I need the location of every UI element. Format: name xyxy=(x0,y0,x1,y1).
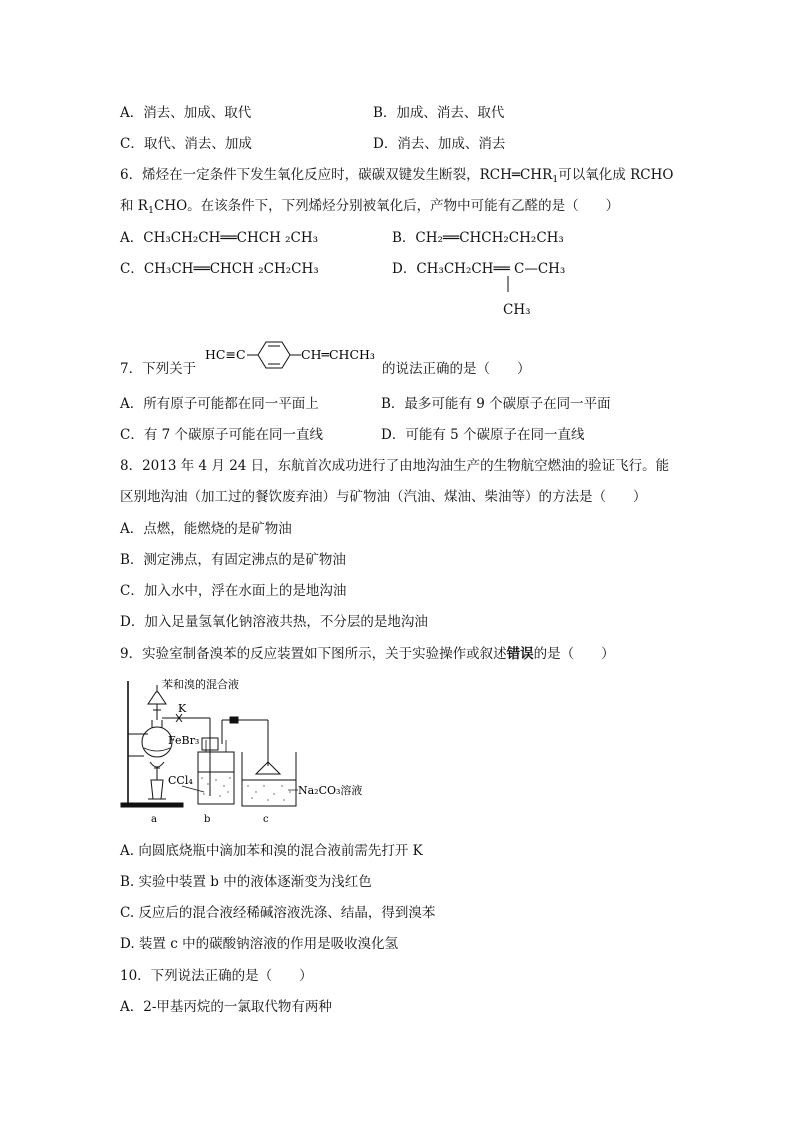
fig-label-b: b xyxy=(204,814,211,825)
q7-option-c: C．有 7 个碳原子可能在同一直线 xyxy=(120,427,324,443)
apparatus-figure xyxy=(118,676,378,826)
q8-option-a: A．点燃，能燃烧的是矿物油 xyxy=(120,521,292,537)
q8-option-d: D．加入足量氢氧化钠溶液共热，不分层的是地沟油 xyxy=(120,614,428,630)
q5-option-a: A．消去、加成、取代 xyxy=(120,105,252,121)
q5-option-c: C．取代、消去、加成 xyxy=(120,136,252,152)
q8-stem-line1: 8．2013 年 4 月 24 日，东航首次成功进行了由地沟油生产的生物航空燃油的验证飞行。能 xyxy=(120,458,670,474)
q9-option-a: A. 向圆底烧瓶中滴加苯和溴的混合液前需先打开 K xyxy=(120,843,423,859)
q5-option-b: B．加成、消去、取代 xyxy=(373,105,505,121)
q6-d-branch-bond xyxy=(500,276,520,296)
q6-stem-line1: 6．烯烃在一定条件下发生氧化反应时，碳碳双键发生断裂，$RCH═CHR_1$可以氧化成 RCHO xyxy=(120,167,674,185)
q7-option-b: B．最多可能有 9 个碳原子在同一平面 xyxy=(381,396,611,412)
q5-option-d: D．消去、加成、消去 xyxy=(373,136,506,152)
q9-option-b: B. 实验中装置 b 中的液体逐渐变为浅红色 xyxy=(120,874,372,890)
fig-label-k: K xyxy=(178,702,187,715)
q7-structure xyxy=(205,338,380,374)
q7-stem-prefix: 7．下列关于 xyxy=(120,361,197,377)
fig-label-na2co3: Na₂CO₃溶液 xyxy=(298,784,363,797)
q9-option-d: D. 装置 c 中的碳酸钠溶液的作用是吸收溴化氢 xyxy=(120,936,399,952)
q6-option-d-branch: CH₃ xyxy=(503,302,531,318)
q7-structure-left: HC≡C xyxy=(205,347,246,362)
q8-option-c: C．加入水中，浮在水面上的是地沟油 xyxy=(120,583,347,599)
q7-stem-suffix: 的说法正确的是（ ） xyxy=(382,361,531,377)
q10-option-a: A．2-甲基丙烷的一氯取代物有两种 xyxy=(120,999,332,1015)
q6-option-a: A．CH₃CH₂CH══CHCH ₂CH₃ xyxy=(120,230,319,246)
fig-label-febr3: FeBr₃ xyxy=(168,734,200,747)
q6-option-b: B．CH₂══CHCH₂CH₂CH₃ xyxy=(392,230,564,246)
q9-stem: 9．实验室制备溴苯的反应装置如下图所示，关于实验操作或叙述错误的是（ ） xyxy=(120,646,615,662)
q6-stem-line2: 和 $R_1CHO$。在该条件下，下列烯烃分别被氧化后，产物中可能有乙醛的是（ ） xyxy=(120,198,620,216)
q10-stem: 10．下列说法正确的是（ ） xyxy=(120,968,313,984)
fig-label-a: a xyxy=(151,814,157,825)
q9-option-c: C. 反应后的混合液经稀碱溶液洗涤、结晶，得到溴苯 xyxy=(120,905,436,921)
fig-label-c: c xyxy=(263,814,269,825)
fig-label-ccl4: CCl₄ xyxy=(168,774,193,787)
q6-option-c: C．CH₃CH══CHCH ₂CH₂CH₃ xyxy=(120,261,319,277)
q7-structure-right: CH═CHCH₃ xyxy=(301,347,375,362)
q8-option-b: B．测定沸点，有固定沸点的是矿物油 xyxy=(120,552,346,568)
fig-label-mix: 苯和溴的混合液 xyxy=(162,678,239,691)
q6-option-d: D．CH₃CH₂CH══ C—CH₃ xyxy=(392,261,566,277)
q8-stem-line2: 区别地沟油（加工过的餐饮废弃油）与矿物油（汽油、煤油、柴油等）的方法是（ ） xyxy=(120,489,647,505)
q7-option-d: D．可能有 5 个碳原子在同一直线 xyxy=(381,427,585,443)
q7-option-a: A．所有原子可能都在同一平面上 xyxy=(120,396,319,412)
